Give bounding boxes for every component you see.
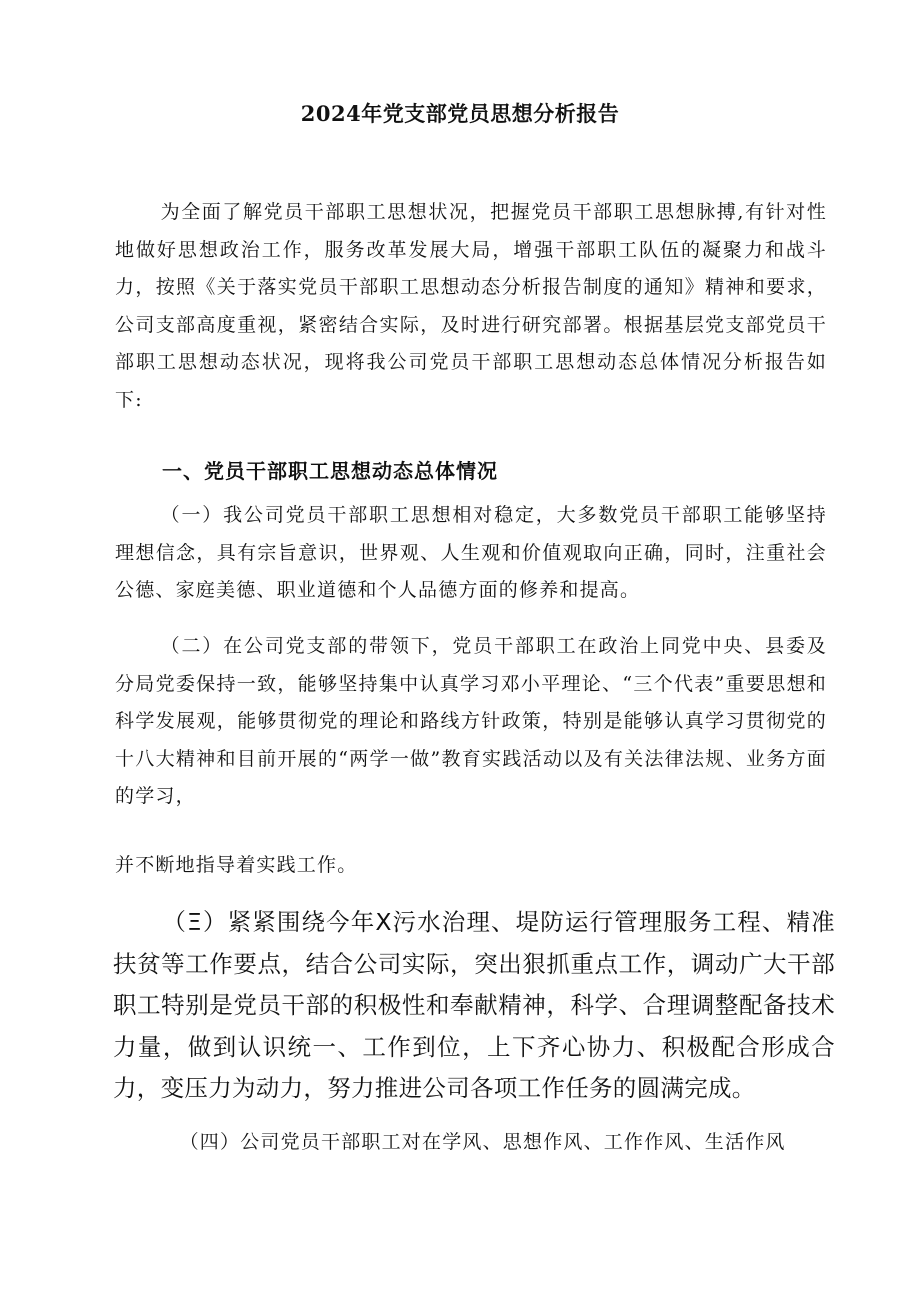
section-heading-1: 一、党员干部职工思想动态总体情况 bbox=[162, 459, 498, 483]
document-title: 2024年党支部党员思想分析报告 bbox=[300, 101, 620, 126]
item-paragraph-2: （二）在公司党支部的带领下，党员干部职工在政治上同党中央、县委及分局党委保持一致，能够坚持集中认真学习邓小平理论、“三个代表”重要思想和科学发展观，能够贯彻党的理论和路线方针政策，特别是能够认真学习贯彻党的十八大精神和目前开展的“两学一做”教育实践活动以及有关法律法规、业务方面的学习， bbox=[115, 635, 827, 807]
item-paragraph-3: （Ξ）紧紧围绕今年X污水治理、堤防运行管理服务工程、精准扶贫等工作要点，结合公司实际，突出狠抓重点工作，调动广大干部职工特别是党员干部的积极性和奉献精神，科学、合理调整配备技术力量，做到认识统一、工作到位，上下齐心协力、积极配合形成合力，变压力为动力，努力推进公司各项工作任务的圆满完成。 bbox=[113, 908, 835, 1102]
item-paragraph-2-continued: 并不断地指导着实践工作。 bbox=[115, 854, 358, 876]
intro-paragraph: 为全面了解党员干部职工思想状况，把握党员干部职工思想脉搏,有针对性地做好思想政治工作，服务改革发展大局，增强干部职工队伍的凝聚力和战斗力，按照《关于落实党员干部职工思想动态分析报告制度的通知》精神和要求，公司支部高度重视，紧密结合实际，及时进行研究部署。根据基层党支部党员干部职工思想动态状况，现将我公司党员干部职工思想动态总体情况分析报告如下: bbox=[115, 201, 827, 411]
item-paragraph-1: （一）我公司党员干部职工思想相对稳定，大多数党员干部职工能够坚持理想信念，具有宗旨意识，世界观、人生观和价值观取向正确，同时，注重社会公德、家庭美德、职业道德和个人品德方面的修养和提高。 bbox=[115, 504, 827, 601]
item-paragraph-4: （四）公司党员干部职工对在学风、思想作风、工作作风、生活作风 bbox=[179, 1131, 786, 1153]
